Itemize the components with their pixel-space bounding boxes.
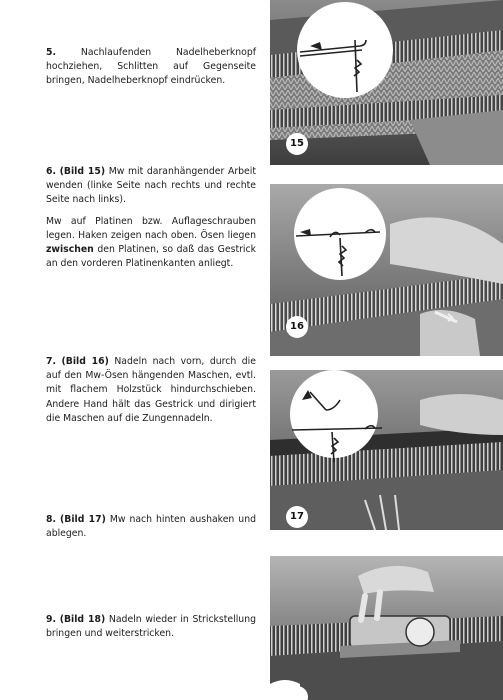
step-6 bbox=[46, 165, 256, 278]
figure-number-badge: 17 bbox=[286, 506, 308, 528]
step-text: Nadeln nach vorn, durch die auf den Mw-Ösen hängenden Maschen, evtl. mit flachem Holzstück hindurchschieben. Andere Hand hält das Gestrick und dirigiert die Maschen auf die Zungennadeln. bbox=[46, 356, 256, 424]
photo-figure-18 bbox=[270, 556, 503, 700]
step-6-paragraph-2: Mw auf Platinen bzw. Auflageschrauben legen. Haken zeigen nach oben. Ösen liegen zwischen den Platinen, so daß das Gestrick an den vorderen Platinenkanten anliegt. bbox=[46, 215, 256, 270]
step-text: Mw nach hinten aushaken und ablegen. bbox=[46, 514, 256, 540]
step-text: Mw mit daranhängender Arbeit wenden (linke Seite nach rechts und rechte Seite nach links). bbox=[46, 166, 256, 206]
step-number: 8. bbox=[46, 514, 57, 525]
photo-figure-17 bbox=[270, 370, 503, 530]
figure-reference: (Bild 17) bbox=[60, 514, 106, 525]
step-8 bbox=[46, 513, 256, 548]
figure-reference: (Bild 16) bbox=[61, 356, 109, 367]
step-number: 6. bbox=[46, 166, 57, 177]
knitting-machine-photo-18 bbox=[270, 556, 503, 700]
photo-figure-16 bbox=[270, 184, 503, 356]
figure-reference: (Bild 15) bbox=[59, 166, 106, 177]
step-text: Nadeln wieder in Strickstellung bringen und weiterstricken. bbox=[46, 614, 256, 640]
step-5 bbox=[46, 46, 256, 96]
photo-figure-15 bbox=[270, 0, 503, 165]
step-text: Nachlaufenden Nadelheberknopf hochziehen, Schlitten auf Gegenseite bringen, Nadelheberknopf eindrücken. bbox=[46, 47, 256, 87]
emphasis-zwischen: zwischen bbox=[46, 244, 94, 256]
knitting-machine-photo-17 bbox=[270, 370, 503, 530]
figure-number-badge: 15 bbox=[286, 133, 308, 155]
step-number: 7. bbox=[46, 356, 57, 367]
figure-number-badge: 16 bbox=[286, 316, 308, 338]
step-7 bbox=[46, 355, 256, 433]
step-9 bbox=[46, 613, 256, 648]
figure-reference: (Bild 18) bbox=[59, 614, 106, 625]
step-number: 9. bbox=[46, 614, 57, 625]
step-number: 5. bbox=[46, 47, 57, 58]
